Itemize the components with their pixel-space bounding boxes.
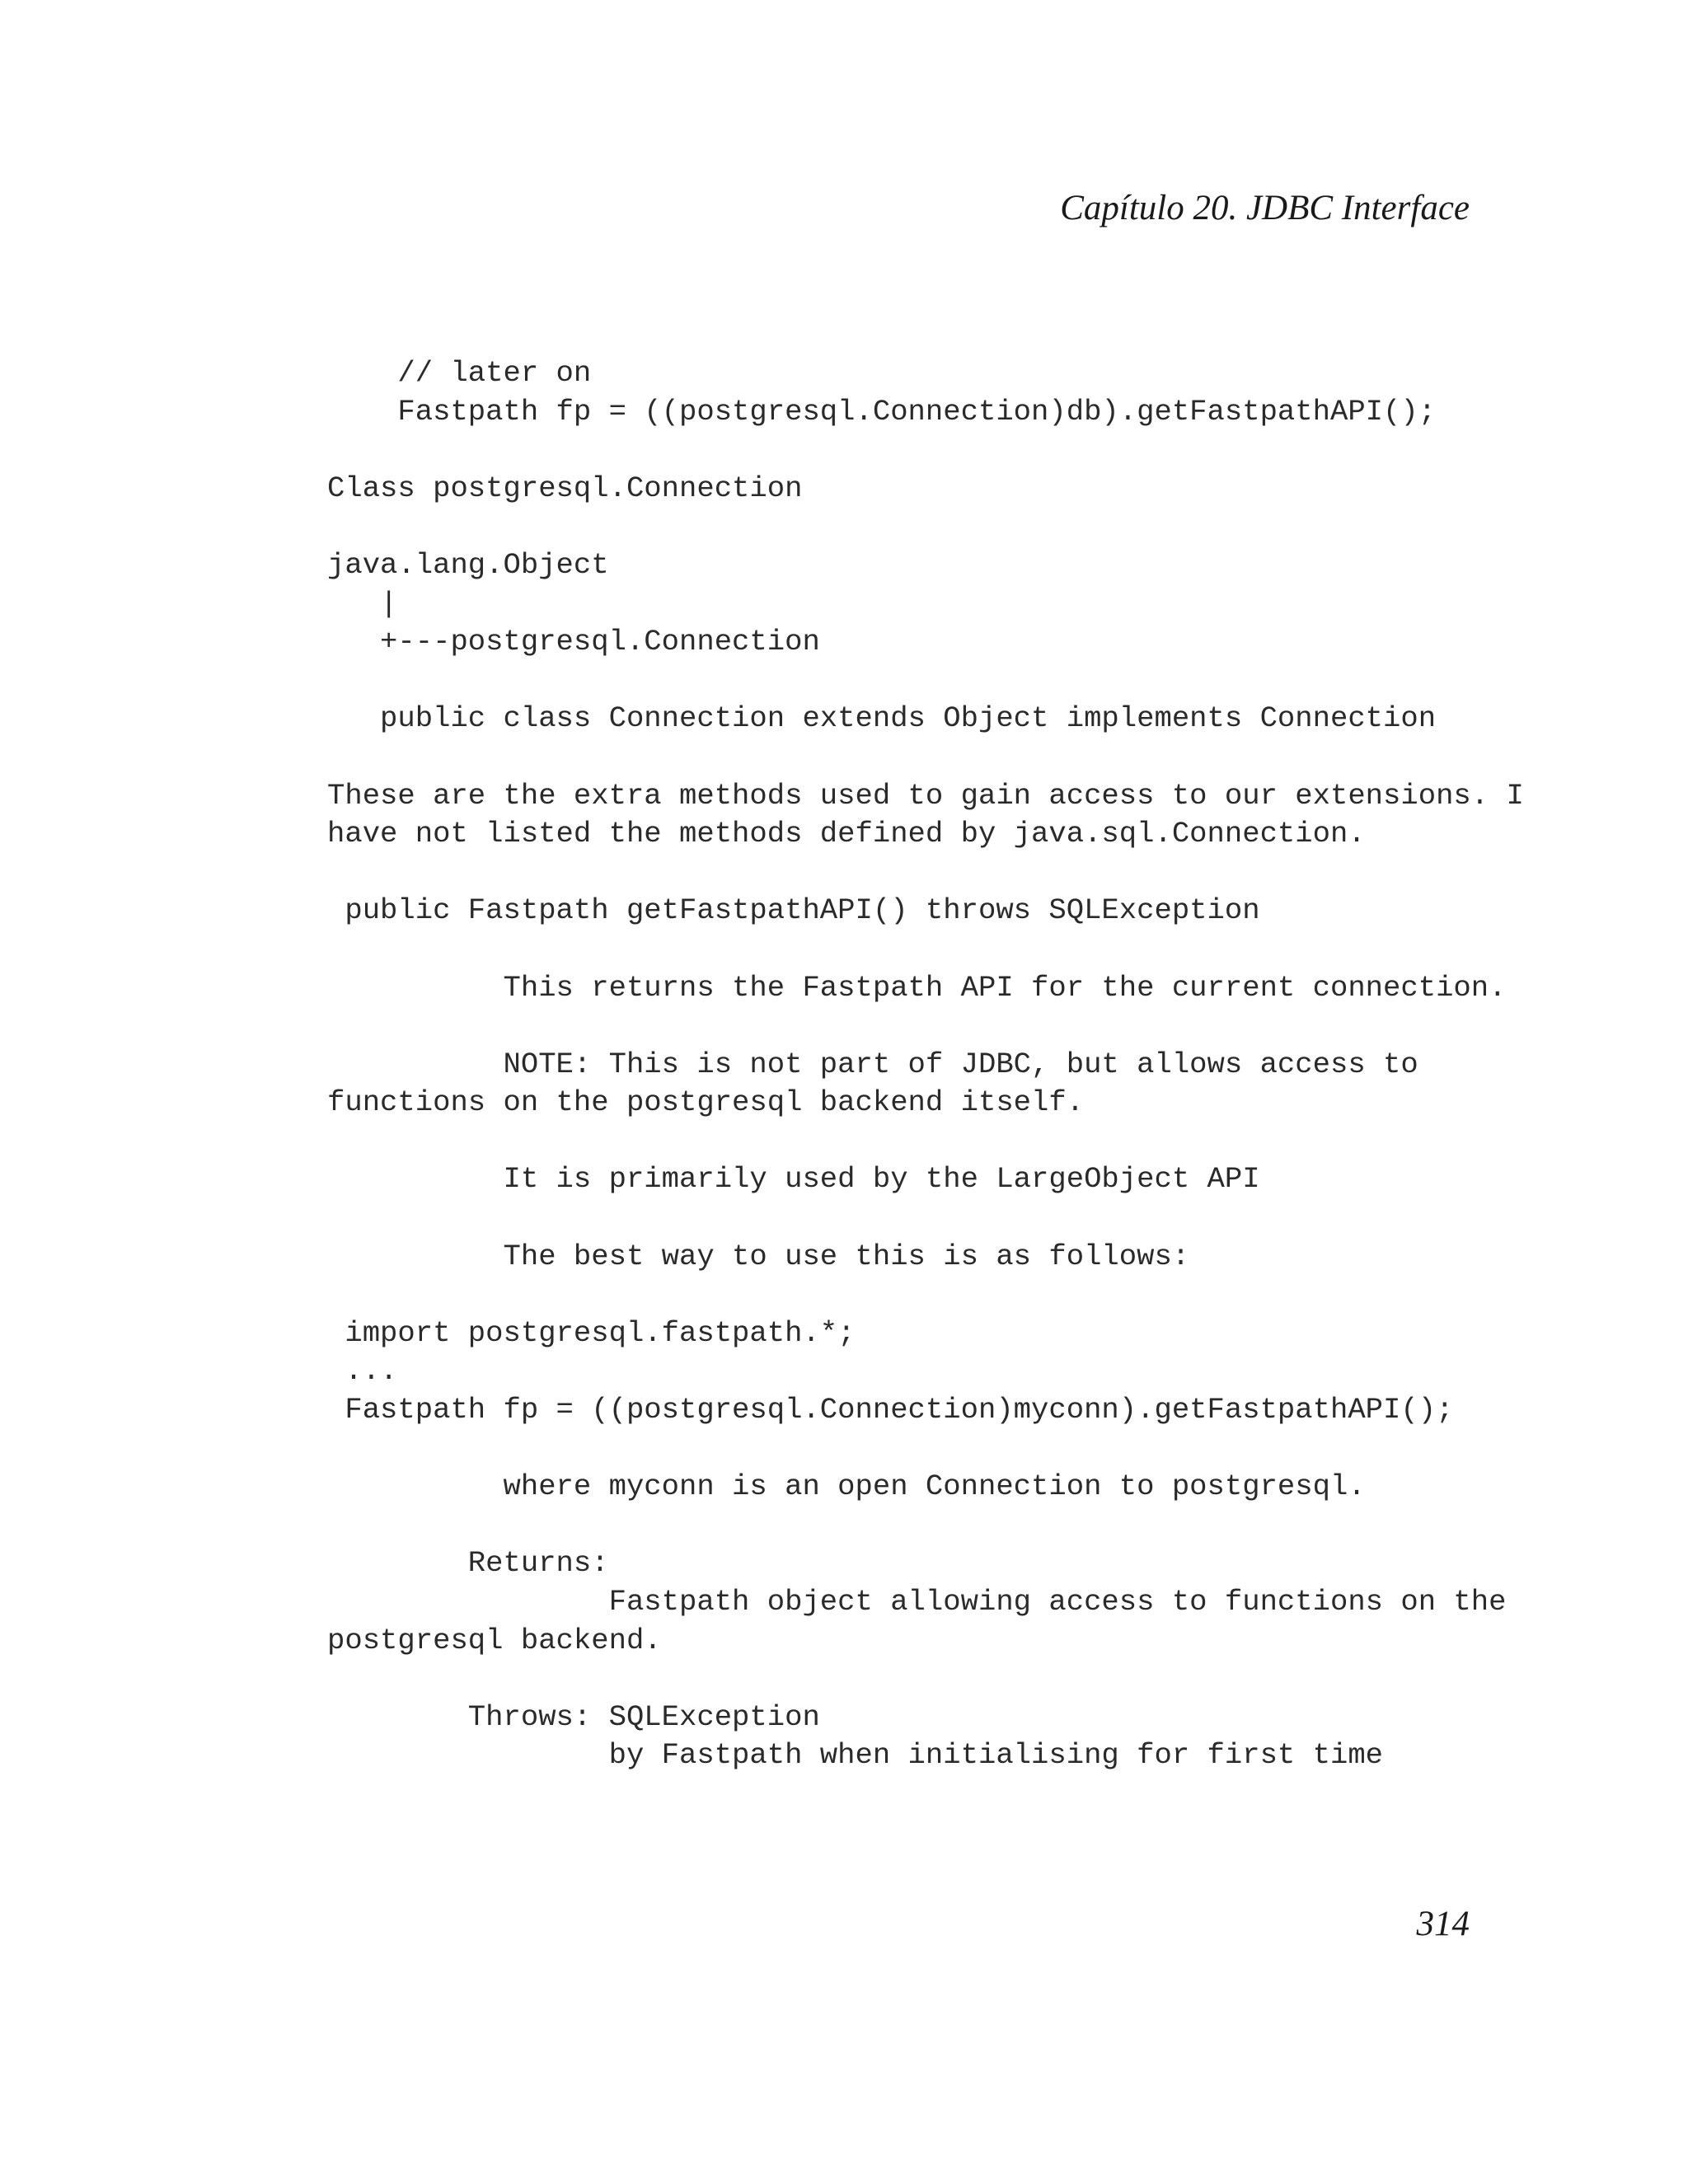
code-line: The best way to use this is as follows: (327, 1239, 1190, 1273)
code-line: +---postgresql.Connection (327, 625, 820, 659)
code-line: These are the extra methods used to gain access to our extensions. I (327, 778, 1524, 813)
code-line: Returns: (327, 1546, 609, 1581)
running-header: Capítulo 20. JDBC Interface (1060, 189, 1470, 227)
code-line (327, 1660, 1613, 1699)
code-line: where myconn is an open Connection to postgresql. (327, 1469, 1366, 1504)
code-line: Class postgresql.Connection (327, 471, 803, 505)
code-line: have not listed the methods defined by java.sql.Connection. (327, 817, 1366, 851)
code-line: It is primarily used by the LargeObject API (327, 1162, 1260, 1197)
code-line: java.lang.Object (327, 547, 609, 582)
code-listing (327, 354, 1613, 1775)
page-number: 314 (1416, 1905, 1470, 1943)
code-line: Fastpath object allowing access to functions on the (327, 1585, 1507, 1619)
code-line: public class Connection extends Object implements Connection (327, 701, 1437, 736)
code-line: Fastpath fp = ((postgresql.Connection)myconn).getFastpathAPI(); (327, 1393, 1454, 1427)
code-line: ... (327, 1354, 398, 1389)
code-line: by Fastpath when initialising for first time (327, 1738, 1384, 1773)
code-line (327, 431, 1613, 470)
code-line (327, 1199, 1613, 1238)
code-line: public Fastpath getFastpathAPI() throws SQLException (327, 893, 1260, 928)
code-line (327, 508, 1613, 546)
code-line (327, 662, 1613, 701)
code-line (327, 738, 1613, 777)
code-line: NOTE: This is not part of JDBC, but allows access to (327, 1047, 1418, 1081)
code-line (327, 930, 1613, 969)
code-line (327, 854, 1613, 893)
code-line: Fastpath fp = ((postgresql.Connection)db).getFastpathAPI(); (327, 394, 1437, 429)
code-line (327, 1507, 1613, 1545)
code-line: functions on the postgresql backend itself. (327, 1085, 1085, 1120)
code-line: Throws: SQLException (327, 1699, 820, 1734)
code-line (327, 1007, 1613, 1046)
code-line (327, 1122, 1613, 1161)
code-line: postgresql backend. (327, 1623, 662, 1657)
code-line: This returns the Fastpath API for the current connection. (327, 970, 1507, 1005)
code-line: | (327, 586, 398, 621)
code-line (327, 1430, 1613, 1469)
code-line (327, 1276, 1613, 1315)
code-line: import postgresql.fastpath.*; (327, 1315, 856, 1350)
code-line: // later on (327, 356, 592, 390)
